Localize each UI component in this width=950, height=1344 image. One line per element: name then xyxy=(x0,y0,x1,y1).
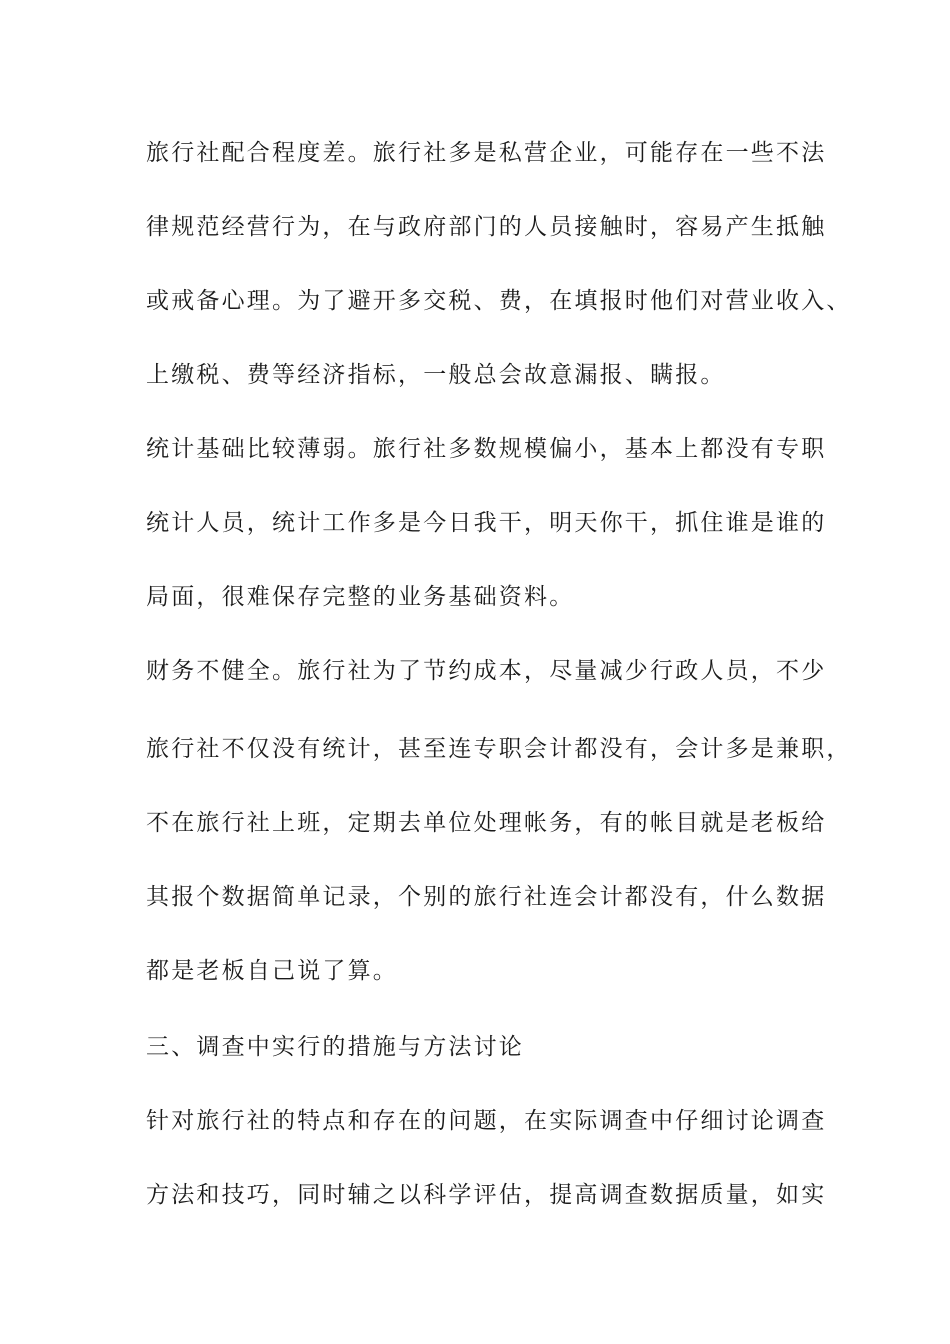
section-heading: 三、调查中实行的措施与方法讨论 xyxy=(146,1034,524,1060)
text-line: 统计人员，统计工作多是今日我干，明天你干，抓住谁是谁的 xyxy=(146,510,827,536)
text-line: 上缴税、费等经济指标，一般总会故意漏报、瞒报。 xyxy=(146,362,726,388)
text-line: 律规范经营行为，在与政府部门的人员接触时，容易产生抵触 xyxy=(146,214,827,240)
text-line: 局面，很难保存完整的业务基础资料。 xyxy=(146,584,575,610)
text-line: 针对旅行社的特点和存在的问题，在实际调查中仔细讨论调查 xyxy=(146,1108,827,1134)
text-line: 旅行社配合程度差。旅行社多是私营企业，可能存在一些不法 xyxy=(146,140,827,166)
text-line: 都是老板自己说了算。 xyxy=(146,958,398,984)
text-line: 或戒备心理。为了避开多交税、费，在填报时他们对营业收入、 xyxy=(146,288,852,314)
text-line: 不在旅行社上班，定期去单位处理帐务，有的帐目就是老板给 xyxy=(146,810,827,836)
text-line: 方法和技巧，同时辅之以科学评估，提高调查数据质量，如实 xyxy=(146,1182,827,1208)
text-line: 旅行社不仅没有统计，甚至连专职会计都没有，会计多是兼职， xyxy=(146,736,852,762)
text-line: 其报个数据简单记录，个别的旅行社连会计都没有，什么数据 xyxy=(146,884,827,910)
text-line: 财务不健全。旅行社为了节约成本，尽量减少行政人员，不少 xyxy=(146,658,827,684)
text-line: 统计基础比较薄弱。旅行社多数规模偏小，基本上都没有专职 xyxy=(146,436,827,462)
